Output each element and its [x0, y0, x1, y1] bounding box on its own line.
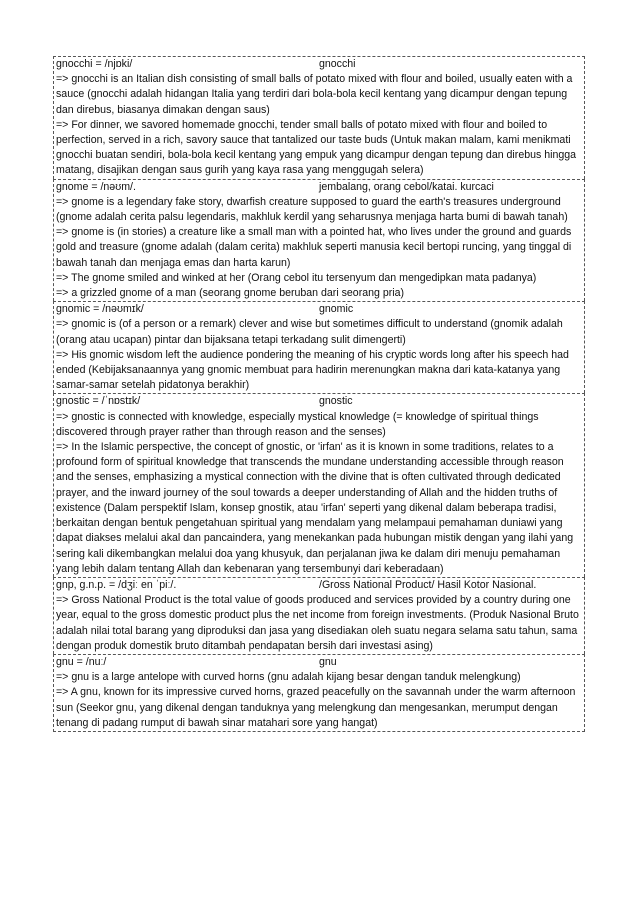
entry-gnome [53, 179, 585, 302]
entry-header [56, 57, 582, 72]
entry-header [56, 655, 582, 670]
entry-translation: gnu [319, 655, 337, 668]
entry-translation: gnostic [319, 395, 353, 408]
entry-gnu [53, 654, 585, 732]
entry-term: gnomic = /nəʊmɪk/ [56, 303, 144, 316]
entry-translation: gnomic [319, 303, 354, 316]
entry-example: => In the Islamic perspective, the concept of gnostic, or 'irfan' as it is known in some traditions, relates to a profound form of spiritual knowledge that transcends the mundane understanding accessible through reason and the senses, emphasizing a mystical connection with the divine that is often cultivated through dedicated prayer, and the inward journey of the soul towards a deeper understanding of Allah and the hidden truths of existence (Dalam perspektif Islam, konsep gnostik, atau 'irfan' seperti yang dikenal dalam beberapa tradisi, berkaitan dengan bentuk pengetahuan spiritual yang mendalam yang melampaui pemahaman duniawi yang dapat diakses melalui akal dan pancaindera, yang menekankan pada hubungan mistik dengan yang ilahi yang sering kali dikembangkan melalui doa yang khusyuk, dan perjalanan jiwa ke dalam diri menuju pemahaman yang lebih dalam tentang Allah dan kebenaran yang tersembunyi dari keberadaan) [56, 441, 574, 575]
entry-translation: jembalang, orang cebol/katai. kurcaci [319, 180, 494, 193]
entry-definition: => gnome is (in stories) a creature like a small man with a pointed hat, who lives under the ground and guards gold and treasure (gnome adalah (dalam cerita) makhluk seperti manusia kecil bertopi runcing, yang tinggal di bawah tanah dan menjaga emas dan harta karun) [56, 226, 572, 269]
entry-definition: => gnostic is connected with knowledge, especially mystical knowledge (= knowledge of spiritual things discovered through prayer rather than through reason and the senses) [56, 410, 539, 438]
entry-gnocchi [53, 56, 585, 179]
entry-definition: => gnu is a large antelope with curved horns (gnu adalah kijang besar dengan tanduk melengkung) [56, 671, 521, 684]
entry-definition: => gnome is a legendary fake story, dwarfish creature supposed to guard the earth's treasures underground (gnome adalah cerita palsu legendaris, makhluk kerdil yang seharusnya menjaga harta bumi di bawah tanah) [56, 195, 568, 224]
entry-example: => a grizzled gnome of a man (seorang gnome beruban dari seorang pria) [56, 287, 405, 300]
entry-example: => His gnomic wisdom left the audience pondering the meaning of his cryptic words long after his speech had ended (Kebijaksanaannya yang gnomic membuat para hadirin merenungkan makna dari kata-katanya yang samar-samar setelah pidatonya berakhir) [56, 348, 569, 392]
entry-definition: => gnomic is (of a person or a remark) clever and wise but sometimes difficult to understand (gnomik adalah (orang atau ucapan) pintar dan bijaksana tetapi terkadang sulit dimengerti) [56, 318, 563, 346]
entry-example: => A gnu, known for its impressive curved horns, grazed peacefully on the savannah under the warm afternoon sun (Seekor gnu, yang dikenal dengan tanduknya yang melengkung dan mengesankan, merumput dengan tenang di padang rumput di bawah sinar matahari sore yang hangat) [56, 686, 576, 729]
entry-example: => For dinner, we savored homemade gnocchi, tender small balls of potato mixed with flour and boiled to perfection, served in a rich, savory sauce that tantalized our taste buds (Untuk makan malam, kami menikmati gnocchi buatan sendiri, bola-bola kecil kentang yang empuk yang dicampur dengan tepung dan direbus hingga matang, disajikan dengan saus gurih yang kaya rasa yang menggugah selera) [56, 118, 577, 177]
entry-gnomic [53, 301, 585, 393]
entry-header [56, 578, 582, 593]
entry-translation: /Gross National Product/ Hasil Kotor Nasional. [319, 578, 537, 591]
entry-definition: => Gross National Product is the total value of goods produced and services provided by a country during one year, equal to the gross domestic product plus the net income from foreign investments. (Produk Nasional Bruto adalah nilai total barang yang diproduksi dan jasa yang disediakan oleh suatu negara selama satu tahun, sama dengan produk domestik bruto ditambah pendapatan bersih dari investasi asing) [56, 594, 579, 652]
entry-term: gnostic = /ˈnɒstɪk/ [56, 395, 141, 408]
entry-term: gnp, g.n.p. = /dʒiː en ˈpiː/. [56, 578, 177, 591]
entry-definition: => gnocchi is an Italian dish consisting of small balls of potato mixed with flour and boiled, usually eaten with a sauce (gnocchi adalah hidangan Italia yang terdiri dari bola-bola kecil kentang yang dicampur dengan tepung dan direbus, biasanya dimakan dengan saus) [56, 73, 573, 116]
entry-translation: gnocchi [319, 58, 356, 70]
entry-term: gnu = /nuː/ [56, 655, 107, 668]
entry-term: gnome = /nəʊm/. [56, 180, 136, 193]
entry-example: => The gnome smiled and winked at her (Orang cebol itu tersenyum dan mengedipkan mata padanya) [56, 271, 537, 284]
entry-header [56, 394, 582, 409]
entry-header [56, 180, 582, 195]
entry-header [56, 302, 582, 317]
dictionary-page [53, 56, 585, 732]
entry-term: gnocchi = /njɒki/ [56, 58, 133, 70]
entry-gnp [53, 577, 585, 654]
entry-gnostic [53, 393, 585, 576]
